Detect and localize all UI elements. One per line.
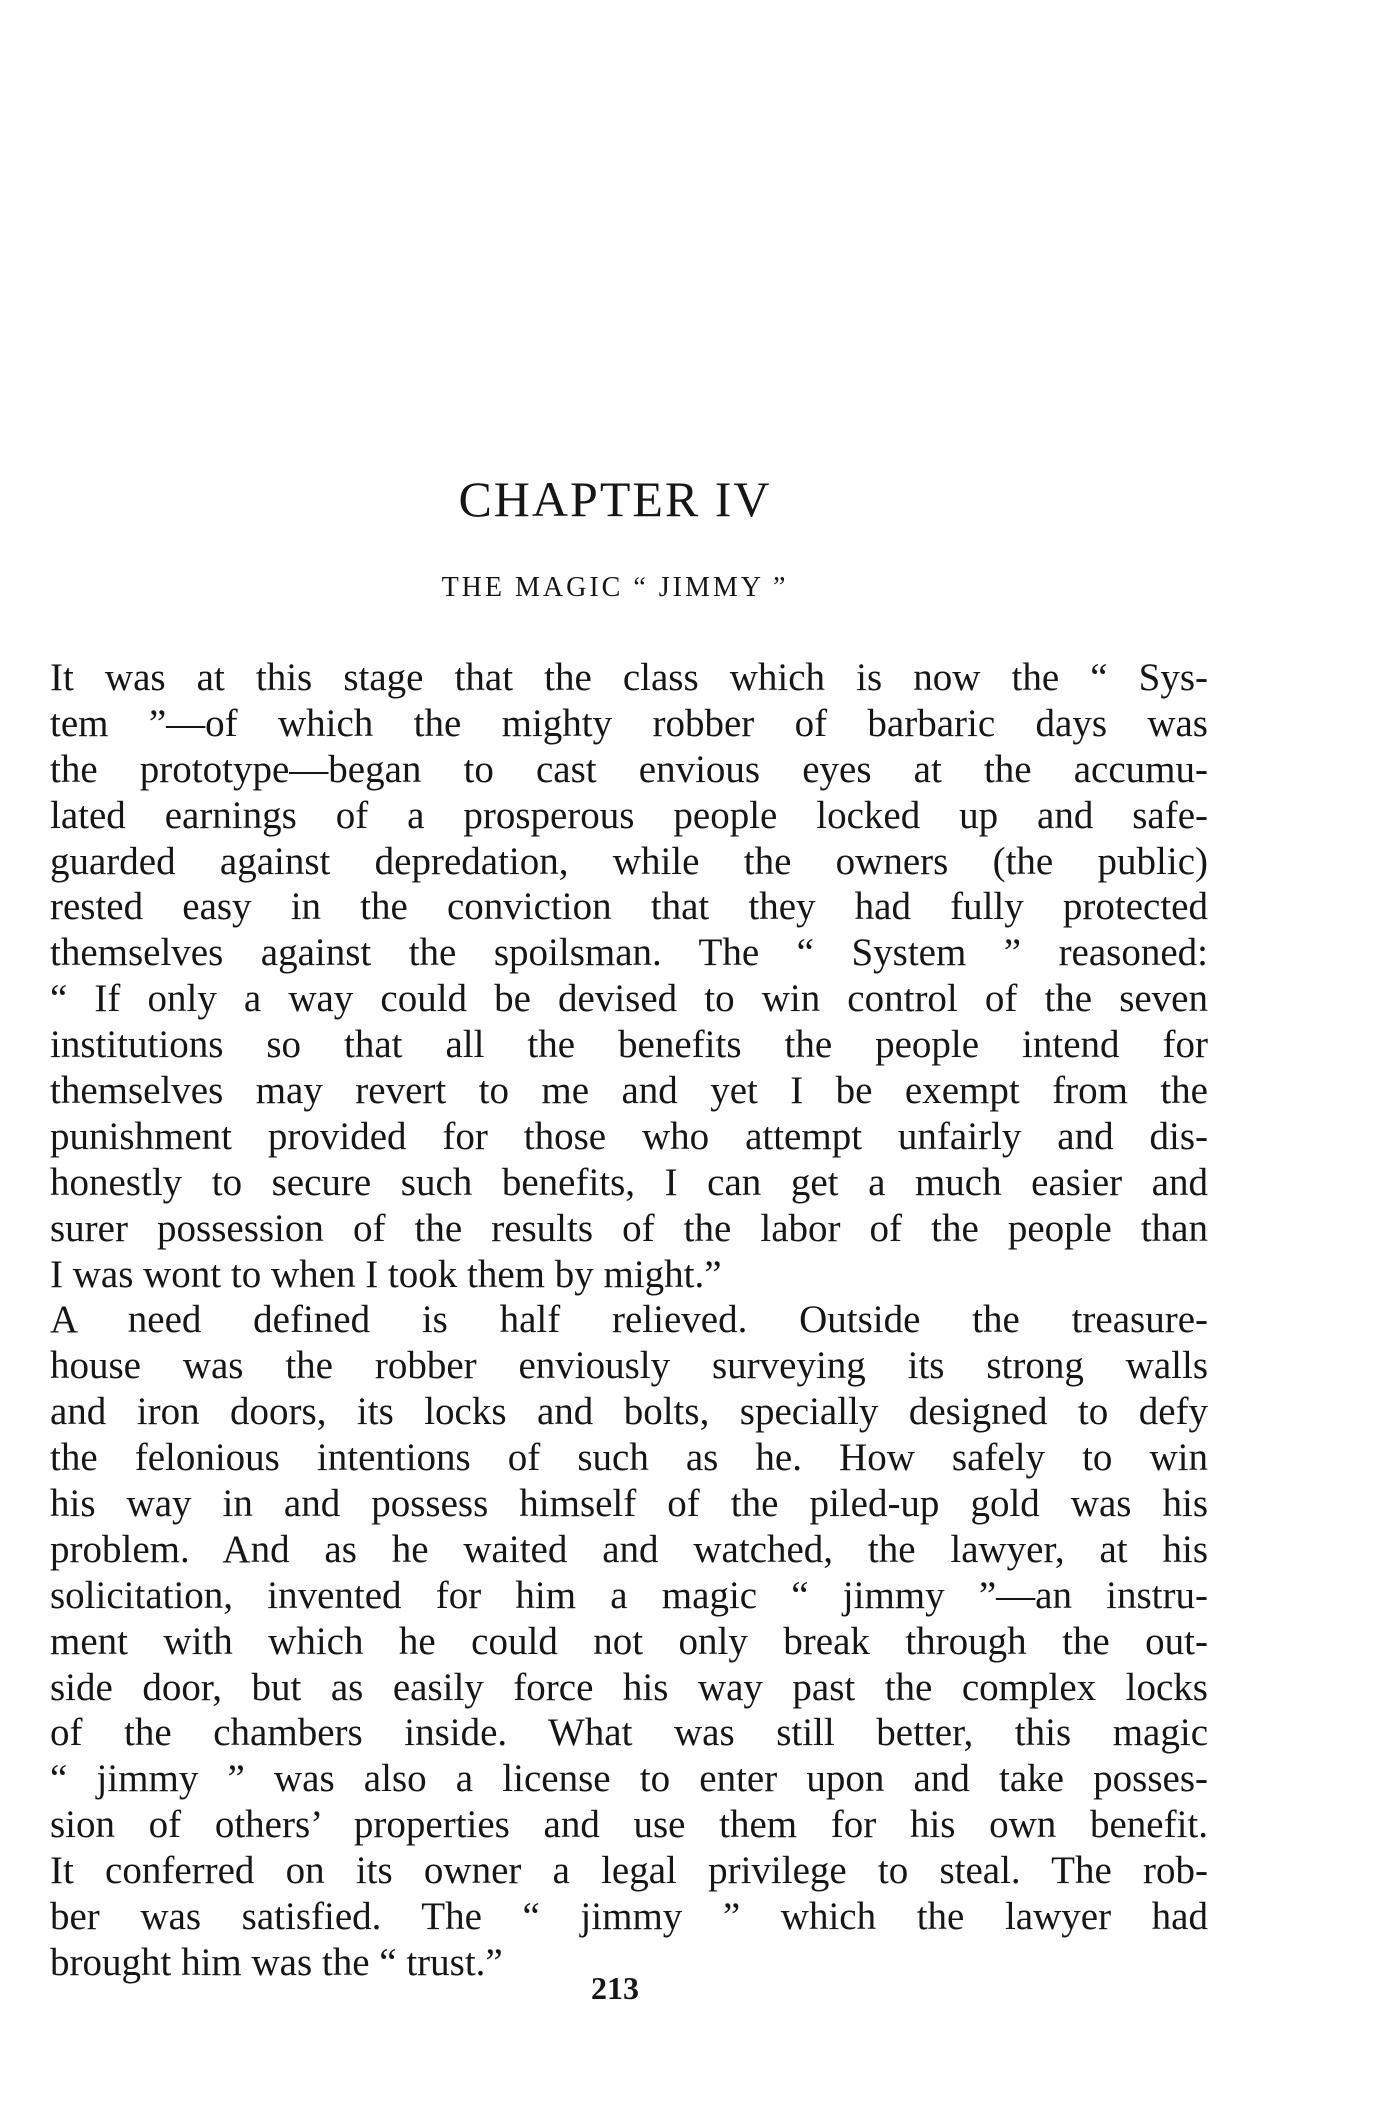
text-line: rested easy in the conviction that they had fully protected bbox=[50, 885, 1208, 929]
text-line: themselves against the spoilsman. The “ System ” reasoned: bbox=[50, 931, 1208, 975]
text-line: problem. And as he waited and watched, the lawyer, at his bbox=[50, 1527, 1208, 1571]
text-line: and iron doors, its locks and bolts, specially designed to defy bbox=[50, 1390, 1208, 1434]
text-line: ment with which he could not only break through the out- bbox=[50, 1619, 1208, 1663]
chapter-title: CHAPTER IV bbox=[458, 471, 772, 527]
text-line: of the chambers inside. What was still better, this magic bbox=[50, 1711, 1208, 1755]
text-line: themselves may revert to me and yet I be exempt from the bbox=[50, 1069, 1208, 1113]
text-line: It was at this stage that the class which is now the “ Sys- bbox=[50, 656, 1208, 699]
text-line: solicitation, invented for him a magic “ jimmy ”—an instru- bbox=[50, 1573, 1208, 1617]
text-line: guarded against depredation, while the owners (the public) bbox=[50, 839, 1208, 883]
text-line: “ jimmy ” was also a license to enter upon and take posses- bbox=[50, 1757, 1208, 1801]
text-line: side door, but as easily force his way past the complex locks bbox=[50, 1665, 1208, 1709]
text-line: A need defined is half relieved. Outside the treasure- bbox=[50, 1298, 1208, 1342]
text-line: I was wont to when I took them by might.” bbox=[50, 1252, 722, 1296]
text-line: “ If only a way could be devised to win control of the seven bbox=[50, 977, 1208, 1021]
text-line: It conferred on its owner a legal privilege to steal. The rob- bbox=[50, 1849, 1208, 1893]
text-line: the prototype—began to cast envious eyes at the accumu- bbox=[50, 747, 1208, 791]
body-text bbox=[50, 655, 1208, 1986]
text-line: surer possession of the results of the labor of the people than bbox=[50, 1206, 1208, 1250]
text-line: sion of others’ properties and use them for his own benefit. bbox=[50, 1803, 1208, 1847]
chapter-subtitle: THE MAGIC “ JIMMY ” bbox=[441, 572, 789, 603]
text-line: brought him was the “ trust.” bbox=[50, 1940, 503, 1984]
text-line: the felonious intentions of such as he. How safely to win bbox=[50, 1436, 1208, 1480]
text-line: honestly to secure such benefits, I can get a much easier and bbox=[50, 1160, 1208, 1204]
page-number: 213 bbox=[591, 1970, 639, 2006]
text-line: his way in and possess himself of the piled-up gold was his bbox=[50, 1482, 1208, 1526]
text-line: punishment provided for those who attempt unfairly and dis- bbox=[50, 1114, 1208, 1158]
text-line: lated earnings of a prosperous people locked up and safe- bbox=[50, 793, 1208, 837]
text-line: ber was satisfied. The “ jimmy ” which the lawyer had bbox=[50, 1895, 1208, 1939]
text-line: institutions so that all the benefits the people intend for bbox=[50, 1023, 1208, 1067]
text-line: house was the robber enviously surveying its strong walls bbox=[50, 1344, 1208, 1388]
text-line: tem ”—of which the mighty robber of barbaric days was bbox=[50, 701, 1208, 745]
